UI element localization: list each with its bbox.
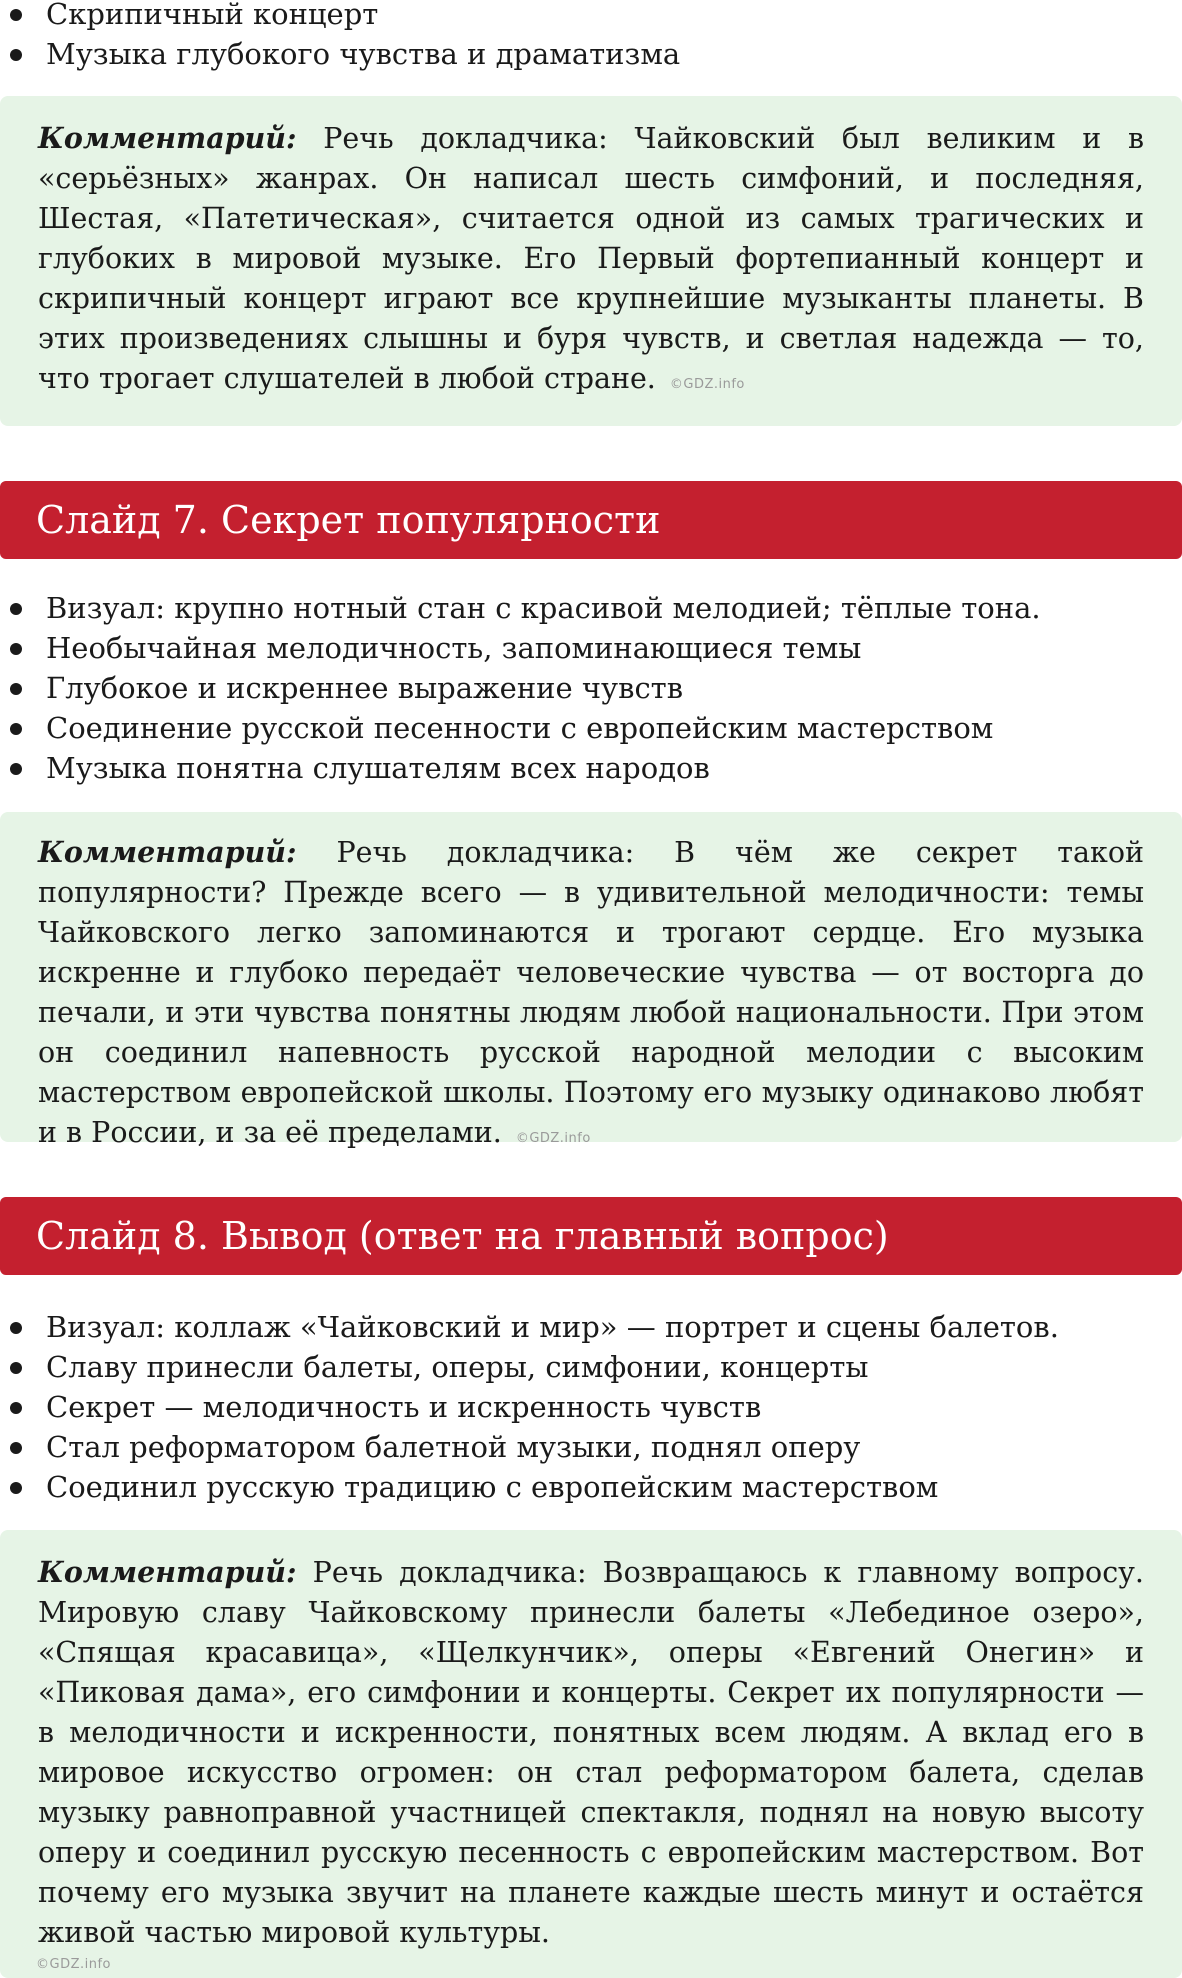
comment-box [0,1530,1182,1978]
bullet-item: Стал реформатором балетной музыки, поднял оперу [0,1427,1182,1467]
bullet-item: Визуал: крупно нотный стан с красивой мелодией; тёплые тона. [0,588,1182,628]
bullet-item: Скрипичный концерт [0,0,1182,34]
comment-paragraph [38,1552,1144,1953]
bullet-list-continued [0,0,1182,74]
bullet-item: Славу принесли балеты, оперы, симфонии, концерты [0,1347,1182,1387]
comment-label: Комментарий: [38,121,297,155]
bullet-item: Музыка понятна слушателям всех народов [0,748,1182,788]
bullet-item: Секрет — мелодичность и искренность чувств [0,1387,1182,1427]
bullet-item: Соединил русскую традицию с европейским мастерством [0,1467,1182,1507]
comment-box [0,812,1182,1149]
bullet-item: Визуал: коллаж «Чайковский и мир» — портрет и сцены балетов. [0,1307,1182,1347]
comment-box [0,96,1182,426]
slide-7-header [0,481,1182,559]
bullet-item: Соединение русской песенности с европейским мастерством [0,708,1182,748]
comment-text: Речь докладчика: Возвращаюсь к главному вопросу. Мировую славу Чайковскому принесли балеты «Лебединое озеро», «Спящая красавица», «Щелкунчик», оперы «Евгений Онегин» и «Пиковая дама», его симфонии и концерты. Секрет их популярности — в мелодичности и искренности, понятных всем людям. А вклад его в мировое искусство огромен: он стал реформатором балета, сделав музыку равноправной участницей спектакля, поднял на новую высоту оперу и соединил русскую песенность с европейским мастерством. Вот почему его музыка звучит на планете каждые шесть минут и остаётся живой частью мировой культуры. [38,1556,1144,1949]
watermark: ©GDZ.info [669,377,745,392]
bullet-item: Необычайная мелодичность, запоминающиеся темы [0,628,1182,668]
comment-label: Комментарий: [38,835,297,869]
slide-title: Слайд 7. Секрет популярности [36,498,661,542]
slide-7-bullet-list [0,588,1182,788]
bullet-item: Глубокое и искреннее выражение чувств [0,668,1182,708]
slide-title: Слайд 8. Вывод (ответ на главный вопрос) [36,1214,889,1258]
watermark: ©GDZ.info [515,1131,591,1146]
comment-paragraph [38,118,1144,405]
slide-8-header [0,1197,1182,1275]
slide-8-bullet-list [0,1307,1182,1507]
comment-label: Комментарий: [38,1555,297,1589]
watermark: ©GDZ.info [36,1957,112,1972]
comment-text: Речь докладчика: Чайковский был великим и в «серьёзных» жанрах. Он написал шесть симфоний, и последняя, Шестая, «Патетическая», считается одной из самых трагических и глубоких в мировой музыке. Его Первый фортепианный концерт и скрипичный концерт играют все крупнейшие музыканты планеты. В этих произведениях слышны и буря чувств, и светлая надежда — то, что трогает слушателей в любой стране. [38,122,1144,395]
comment-text: Речь докладчика: В чём же секрет такой популярности? Прежде всего — в удивительной мелодичности: темы Чайковского легко запоминаются и трогают сердце. Его музыка искренне и глубоко передаёт человеческие чувства — от восторга до печали, и эти чувства понятны людям любой национальности. При этом он соединил напевность русской народной мелодии с высоким мастерством европейской школы. Поэтому его музыку одинаково любят и в России, и за её пределами. [38,836,1144,1149]
bullet-item: Музыка глубокого чувства и драматизма [0,34,1182,74]
comment-paragraph [38,832,1144,1159]
